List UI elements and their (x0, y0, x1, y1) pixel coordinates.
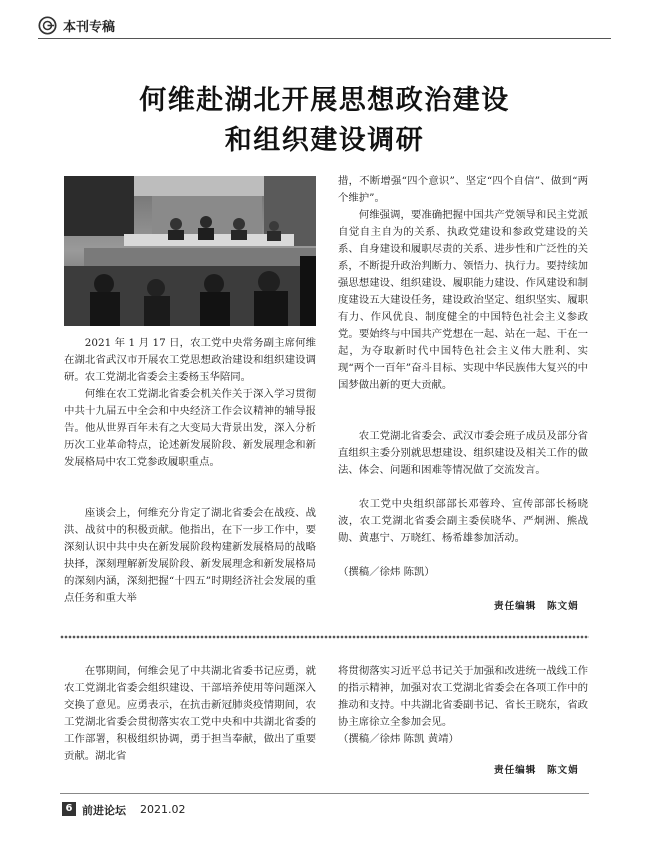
section-label: 本刊专稿 (63, 19, 116, 35)
byline: （撰稿／徐炜 陈凯 黄靖） (338, 733, 459, 745)
page-number: 6 (62, 802, 76, 816)
meeting-photo (64, 176, 316, 326)
header-divider (38, 38, 611, 39)
responsible-editor: 责任编辑 陈文娟 (494, 765, 579, 776)
paragraph: 在鄂期间，何维会见了中共湖北省委书记应勇，就农工党湖北省委会组织建设、干部培养使用等问题深入交换了意见。应勇表示，在抗击新冠肺炎疫情期间，农工党湖北省委会贯彻落实农工党中央和中共湖北省委的工作部署，积极组织协调，勇于担当奉献，做出了重要贡献。湖北省 (64, 665, 316, 762)
byline: （撰稿／徐炜 陈凯） (338, 566, 435, 578)
article-title-line2: 和组织建设调研 (224, 125, 425, 156)
paragraph: 措，不断增强“四个意识”、坚定“四个自信”、做到“两个维护”。 (338, 175, 588, 204)
footer-divider (60, 793, 589, 794)
article-title-line1: 何维赴湖北开展思想政治建设 (139, 85, 510, 116)
paragraph: 农工党湖北省委会、武汉市委会班子成员及部分省直组织主委分别就思想建设、组织建设及相关工作的做法、体会、问题和困难等情况做了交流发言。 (338, 430, 588, 476)
paragraph: 何维在农工党湖北省委会机关作关于深入学习贯彻中共十九届五中全会和中央经济工作会议精神的辅导报告。他从世界百年未有之大变局大背景出发，深入分析历次工业革命特点，论述新发展阶段、新发展理念和新发展格局中农工党参政履职重点。 (64, 388, 316, 468)
paragraph: 何维强调，要准确把握中国共产党领导和民主党派自觉自主自为的关系、执政党建设和参政党建设的关系、自身建设和履职尽责的关系、进步性和广泛性的关系，不断提升政治判断力、领悟力、执行力。要持续加强思想建设、组织建设、履职能力建设、作风建设和制度建设五大建设任务，建设政治坚定、组织坚实、履职有力、作风优良、制度健全的中国特色社会主义参政党。要始终与中国共产党想在一起、站在一起、干在一起，为夺取新时代中国特色社会主义伟大胜利、实现“两个一百年”奋斗目标、实现中华民族伟大复兴的中国梦做出新的更大贡献。 (338, 209, 588, 391)
section-header (38, 14, 115, 36)
issue-number: 2021.02 (140, 803, 186, 816)
paragraph: 将贯彻落实习近平总书记关于加强和改进统一战线工作的指示精神，加强对农工党湖北省委会在各项工作中的推动和支持。中共湖北省委副书记、省长王晓东，省政协主席徐立全参加会见。 (338, 665, 588, 728)
journal-name: 前进论坛 (82, 804, 126, 817)
paragraph: 座谈会上，何维充分肯定了湖北省委会在战疫、战洪、战贫中的积极贡献。他指出，在下一步工作中，要深刻认识中共中央在新发展阶段构建新发展格局的战略抉择，深刻理解新发展阶段、新发展理念和新发展格局的深刻内涵，深刻把握“十四五”时期经济社会发展的重点任务和重大举 (64, 507, 316, 604)
journal-logo-icon (38, 16, 57, 35)
dotted-divider (60, 635, 589, 639)
responsible-editor: 责任编辑 陈文娟 (494, 601, 579, 612)
paragraph: 2021 年 1 月 17 日，农工党中央常务副主席何维在湖北省武汉市开展农工党思想政治建设和组织建设调研。农工党湖北省委会主委杨玉华陪同。 (64, 337, 316, 383)
paragraph: 农工党中央组织部部长邓蓉玲、宣传部部长杨晓波，农工党湖北省委会副主委侯晓华、严炯洲、熊战勋、黄惠宁、万晓红、杨希雄参加活动。 (338, 498, 588, 544)
